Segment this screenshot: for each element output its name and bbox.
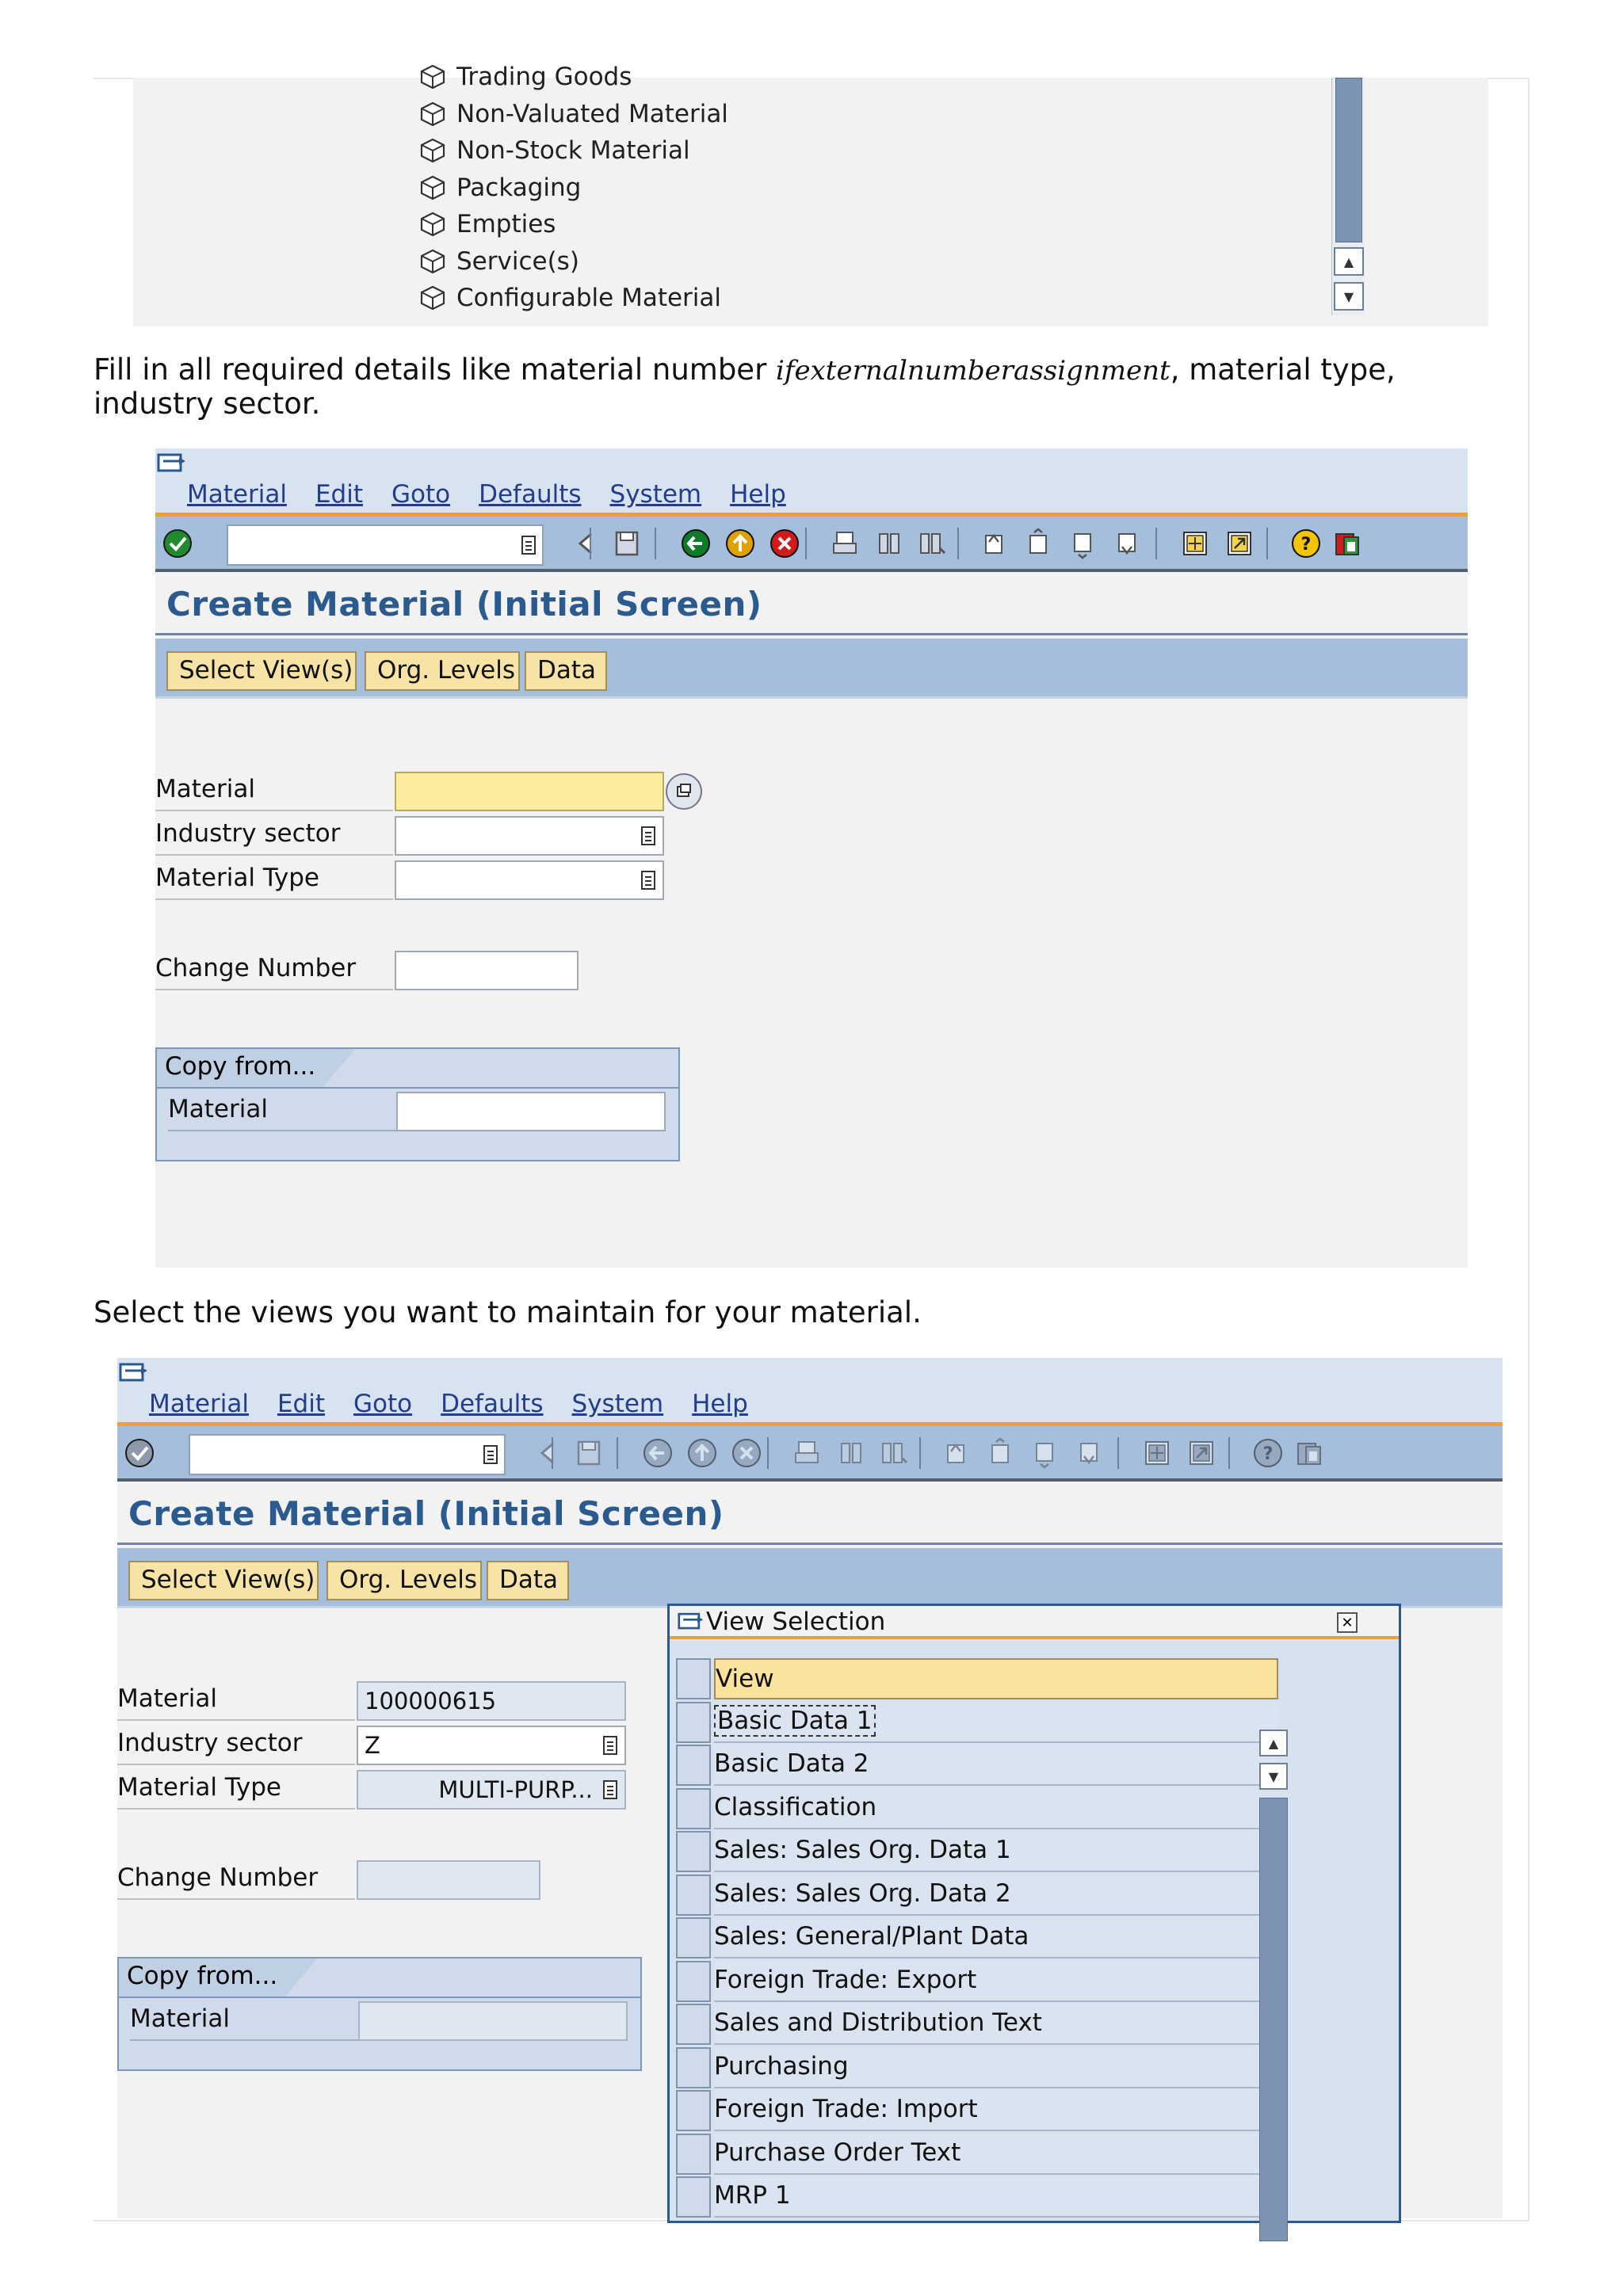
material-type-value: MULTI-PURP...	[438, 1776, 593, 1803]
title-bar	[117, 1485, 1503, 1545]
tree-item-label: Packaging	[456, 173, 582, 202]
toolbar-separator	[1117, 1437, 1119, 1469]
toolbar-separator	[805, 528, 807, 559]
row-select-cell[interactable]	[676, 1745, 711, 1786]
tree-item-label: Non-Stock Material	[456, 136, 690, 166]
menu-items	[149, 1390, 777, 1418]
value-help-icon[interactable]	[602, 1779, 618, 1800]
back-icon[interactable]	[640, 1436, 675, 1470]
dropdown-icon[interactable]	[482, 1444, 499, 1466]
view-row-label	[714, 1745, 1278, 1786]
menu-item-edit[interactable]: Edit	[277, 1390, 325, 1418]
tree-item-label: Service(s)	[456, 246, 579, 276]
print-icon[interactable]	[789, 1436, 824, 1470]
row-select-cell[interactable]	[676, 1961, 711, 2002]
view-scroll-down-button[interactable]: ▼	[1259, 1763, 1288, 1790]
cancel-icon[interactable]	[767, 526, 802, 561]
row-select-cell[interactable]	[676, 2134, 711, 2175]
select-all-cell[interactable]	[676, 1658, 711, 1699]
row-select-cell[interactable]	[676, 2176, 711, 2218]
toolbar-separator	[617, 1437, 618, 1469]
customize-layout-icon[interactable]	[1292, 1436, 1327, 1470]
row-select-cell[interactable]	[676, 1875, 711, 1916]
p1-emphasis: ifexternalnumberassignment	[776, 355, 1170, 387]
title-bar	[155, 575, 1468, 635]
menu-item-help[interactable]: Help	[692, 1390, 748, 1418]
view-list-scrollbar[interactable]	[1258, 1661, 1289, 2216]
toolbar-separator	[767, 1437, 769, 1469]
dialog-menu-icon[interactable]	[678, 1611, 705, 1633]
view-row[interactable]	[676, 1829, 1286, 1873]
p1-text-a: Fill in all required details like material number	[94, 353, 777, 387]
svg-text:?: ?	[1300, 535, 1312, 555]
view-row-label	[714, 1831, 1278, 1872]
close-icon[interactable]: ✕	[1337, 1612, 1358, 1633]
matchcode-icon[interactable]	[666, 773, 702, 810]
toolbar-separator	[919, 1437, 921, 1469]
view-name: Sales and Distribution Text	[714, 2008, 1042, 2037]
command-field[interactable]	[189, 1434, 506, 1475]
view-row[interactable]	[676, 2002, 1286, 2046]
view-row-label	[714, 1961, 1278, 2002]
copy-from-divider	[157, 1087, 678, 1089]
toolbar-icons	[117, 1426, 1503, 1482]
view-name: Foreign Trade: Export	[714, 1965, 977, 1994]
material-cube-icon	[418, 247, 447, 276]
last-page-icon[interactable]	[1071, 1436, 1106, 1470]
view-scroll-up-button[interactable]: ▲	[1259, 1730, 1288, 1756]
create-session-icon[interactable]	[1140, 1436, 1174, 1470]
material-type-label: Material Type	[155, 860, 393, 900]
industry-sector-input[interactable]	[395, 816, 664, 856]
tree-item[interactable]	[418, 206, 728, 243]
menu-item-material[interactable]: Material	[149, 1390, 249, 1418]
view-name: Sales: Sales Org. Data 1	[714, 1836, 1011, 1864]
org-levels-button[interactable]: Org. Levels	[365, 651, 520, 691]
view-scroll-thumb[interactable]	[1259, 1798, 1288, 2241]
dialog-title: View Selection	[706, 1608, 886, 1636]
view-row-label	[714, 1702, 1278, 1743]
print-icon[interactable]	[827, 526, 862, 561]
help-icon[interactable]	[1251, 1436, 1285, 1470]
back-arrow-icon[interactable]	[567, 526, 602, 561]
copy-material-label: Material	[168, 1092, 398, 1131]
last-page-icon[interactable]	[1109, 526, 1144, 561]
menu-item-defaults[interactable]: Defaults	[479, 480, 582, 509]
menu-item-system[interactable]: System	[609, 480, 702, 509]
view-row[interactable]	[676, 1700, 1286, 1744]
material-cube-icon	[418, 63, 447, 91]
view-name: Purchasing	[714, 2051, 849, 2081]
view-name: Foreign Trade: Import	[714, 2095, 978, 2123]
copy-from-group	[117, 1957, 642, 2071]
view-selection-dialog	[667, 1604, 1401, 2223]
material-label: Material	[155, 772, 393, 811]
industry-sector-label: Industry sector	[117, 1726, 355, 1765]
view-row[interactable]	[676, 2175, 1286, 2218]
view-row[interactable]	[676, 1959, 1286, 2003]
create-session-icon[interactable]	[1178, 526, 1212, 561]
view-row-label	[714, 2047, 1278, 2088]
change-number-input[interactable]	[395, 951, 579, 990]
copy-material-input[interactable]	[396, 1092, 666, 1131]
tree-item-label: Configurable Material	[456, 284, 722, 313]
view-name: Basic Data 2	[714, 1749, 869, 1778]
material-cube-icon	[418, 174, 447, 202]
first-page-icon[interactable]	[976, 526, 1011, 561]
find-next-icon[interactable]	[915, 526, 949, 561]
copy-material-label: Material	[130, 2001, 360, 2041]
previous-page-icon[interactable]	[983, 1436, 1018, 1470]
menu-item-system[interactable]: System	[571, 1390, 664, 1418]
change-number-label: Change Number	[117, 1860, 355, 1900]
page-title: Create Material (Initial Screen)	[166, 585, 762, 624]
exit-icon[interactable]	[685, 1436, 720, 1470]
view-row-label	[714, 2176, 1278, 2218]
value-help-icon[interactable]	[602, 1735, 618, 1756]
menu-item-defaults[interactable]: Defaults	[441, 1390, 544, 1418]
standard-toolbar	[155, 517, 1468, 572]
view-name: Sales: Sales Org. Data 2	[714, 1878, 1011, 1908]
find-icon[interactable]	[872, 526, 907, 561]
view-name: Classification	[714, 1792, 877, 1821]
save-icon[interactable]	[609, 526, 643, 561]
view-row[interactable]	[676, 1787, 1286, 1830]
tree-item[interactable]	[418, 96, 728, 133]
material-cube-icon	[418, 136, 447, 165]
shortcut-icon[interactable]	[1184, 1436, 1219, 1470]
first-page-icon[interactable]	[938, 1436, 973, 1470]
instruction-paragraph-2: Select the views you want to maintain for your material.	[94, 1295, 922, 1329]
standard-toolbar	[117, 1426, 1503, 1482]
sap-window-1	[155, 448, 1468, 1268]
view-row[interactable]	[676, 2088, 1286, 2132]
page-title: Create Material (Initial Screen)	[128, 1494, 724, 1533]
toolbar-separator	[1266, 528, 1268, 559]
copy-material-input[interactable]	[358, 2001, 628, 2041]
tree-scroll-thumb[interactable]	[1335, 78, 1362, 242]
view-row-label	[714, 2004, 1278, 2045]
value-help-icon[interactable]	[640, 870, 656, 891]
material-type-input[interactable]	[395, 860, 664, 900]
change-number-label: Change Number	[155, 951, 393, 990]
material-value: 100000615	[365, 1688, 497, 1714]
tree-item-label: Trading Goods	[456, 63, 632, 92]
view-row[interactable]	[676, 1916, 1286, 1959]
tree-item[interactable]	[418, 132, 728, 170]
copy-from-divider	[119, 1997, 640, 1998]
tree-item-label: Non-Valuated Material	[456, 99, 728, 128]
material-type-label: Material Type	[117, 1770, 355, 1810]
toolbar-icons	[155, 517, 1468, 572]
command-field[interactable]	[227, 524, 544, 566]
scroll-down-button[interactable]: ▼	[1334, 282, 1364, 311]
shortcut-icon[interactable]	[1222, 526, 1257, 561]
window-menu-icon[interactable]	[157, 452, 187, 475]
industry-sector-input[interactable]	[357, 1726, 626, 1765]
view-row[interactable]	[676, 2132, 1286, 2176]
row-select-cell[interactable]	[676, 1831, 711, 1872]
dialog-header	[670, 1606, 1399, 1639]
view-header-label: View	[714, 1658, 1278, 1699]
find-icon[interactable]	[834, 1436, 869, 1470]
next-page-icon[interactable]	[1027, 1436, 1062, 1470]
view-row-label	[714, 2090, 1278, 2131]
enter-icon[interactable]	[160, 526, 195, 561]
row-select-cell[interactable]	[676, 1702, 711, 1743]
org-levels-button[interactable]: Org. Levels	[327, 1561, 482, 1600]
menu-bar	[117, 1358, 1503, 1426]
save-icon[interactable]	[571, 1436, 605, 1470]
material-type-input[interactable]	[357, 1770, 626, 1810]
toolbar-separator	[590, 528, 591, 559]
menu-item-edit[interactable]: Edit	[315, 480, 363, 509]
toolbar-separator	[1228, 1437, 1230, 1469]
enter-icon[interactable]	[122, 1436, 157, 1470]
copy-from-title: Copy from...	[119, 1958, 285, 1997]
view-row[interactable]	[676, 1743, 1286, 1787]
toolbar-separator	[957, 528, 959, 559]
menu-item-material[interactable]: Material	[187, 480, 287, 509]
material-label: Material	[117, 1681, 355, 1721]
data-button[interactable]: Data	[487, 1561, 569, 1600]
menu-items	[187, 480, 815, 509]
next-page-icon[interactable]	[1065, 526, 1100, 561]
view-row-label	[714, 1788, 1278, 1829]
menu-bar	[155, 448, 1468, 517]
row-select-cell[interactable]	[676, 2090, 711, 2131]
material-type-tree	[133, 63, 1488, 326]
tree-list	[418, 59, 728, 317]
tree-scrollbar[interactable]	[1331, 78, 1365, 315]
view-row[interactable]	[676, 2046, 1286, 2089]
dropdown-icon[interactable]	[520, 534, 537, 556]
cancel-icon[interactable]	[729, 1436, 764, 1470]
row-select-cell[interactable]	[676, 1917, 711, 1958]
scroll-up-button[interactable]: ▲	[1334, 247, 1364, 276]
row-select-cell[interactable]	[676, 2004, 711, 2045]
view-name: MRP 1	[714, 2181, 791, 2210]
material-input[interactable]	[357, 1681, 626, 1721]
material-cube-icon	[418, 284, 447, 312]
select-views-button[interactable]: Select View(s)	[166, 651, 357, 691]
help-icon[interactable]	[1289, 526, 1323, 561]
material-input[interactable]	[395, 772, 664, 811]
view-name: Sales: General/Plant Data	[714, 1922, 1029, 1951]
view-name: Basic Data 1	[714, 1705, 876, 1737]
tree-item[interactable]	[418, 59, 728, 96]
view-row-label	[714, 1917, 1278, 1958]
view-column-header[interactable]	[676, 1657, 1286, 1700]
toolbar-separator	[1155, 528, 1157, 559]
row-select-cell[interactable]	[676, 1788, 711, 1829]
toolbar-separator	[552, 1437, 553, 1469]
industry-sector-label: Industry sector	[155, 816, 393, 856]
tree-item-label: Empties	[456, 210, 556, 239]
instruction-paragraph-1	[94, 353, 1504, 420]
toolbar-separator	[655, 528, 656, 559]
back-icon[interactable]	[678, 526, 713, 561]
exit-icon[interactable]	[723, 526, 758, 561]
change-number-input[interactable]	[357, 1860, 540, 1900]
customize-layout-icon[interactable]	[1330, 526, 1365, 561]
value-help-icon[interactable]	[640, 826, 656, 846]
industry-sector-value: Z	[365, 1732, 380, 1759]
menu-item-goto[interactable]: Goto	[391, 480, 451, 509]
copy-from-title: Copy from...	[157, 1049, 323, 1087]
application-toolbar	[155, 639, 1468, 699]
copy-from-group	[155, 1047, 680, 1161]
menu-item-help[interactable]: Help	[730, 480, 786, 509]
find-next-icon[interactable]	[876, 1436, 911, 1470]
tree-item[interactable]	[418, 243, 728, 280]
view-row-label	[714, 1875, 1278, 1916]
material-cube-icon	[418, 210, 447, 238]
back-arrow-icon[interactable]	[529, 1436, 564, 1470]
tree-item[interactable]	[418, 170, 728, 207]
view-row-label	[714, 2134, 1278, 2175]
menu-item-goto[interactable]: Goto	[353, 1390, 413, 1418]
previous-page-icon[interactable]	[1021, 526, 1056, 561]
window-menu-icon[interactable]	[119, 1361, 149, 1385]
select-views-button[interactable]: Select View(s)	[128, 1561, 319, 1600]
material-cube-icon	[418, 100, 447, 128]
view-row[interactable]	[676, 1873, 1286, 1917]
svg-text:?: ?	[1262, 1444, 1274, 1464]
application-toolbar	[117, 1548, 1503, 1608]
view-name: Purchase Order Text	[714, 2138, 961, 2167]
data-button[interactable]: Data	[525, 651, 607, 691]
row-select-cell[interactable]	[676, 2047, 711, 2088]
tree-item[interactable]	[418, 280, 728, 317]
p1-text-b: , material type, industry sector.	[94, 353, 1396, 421]
